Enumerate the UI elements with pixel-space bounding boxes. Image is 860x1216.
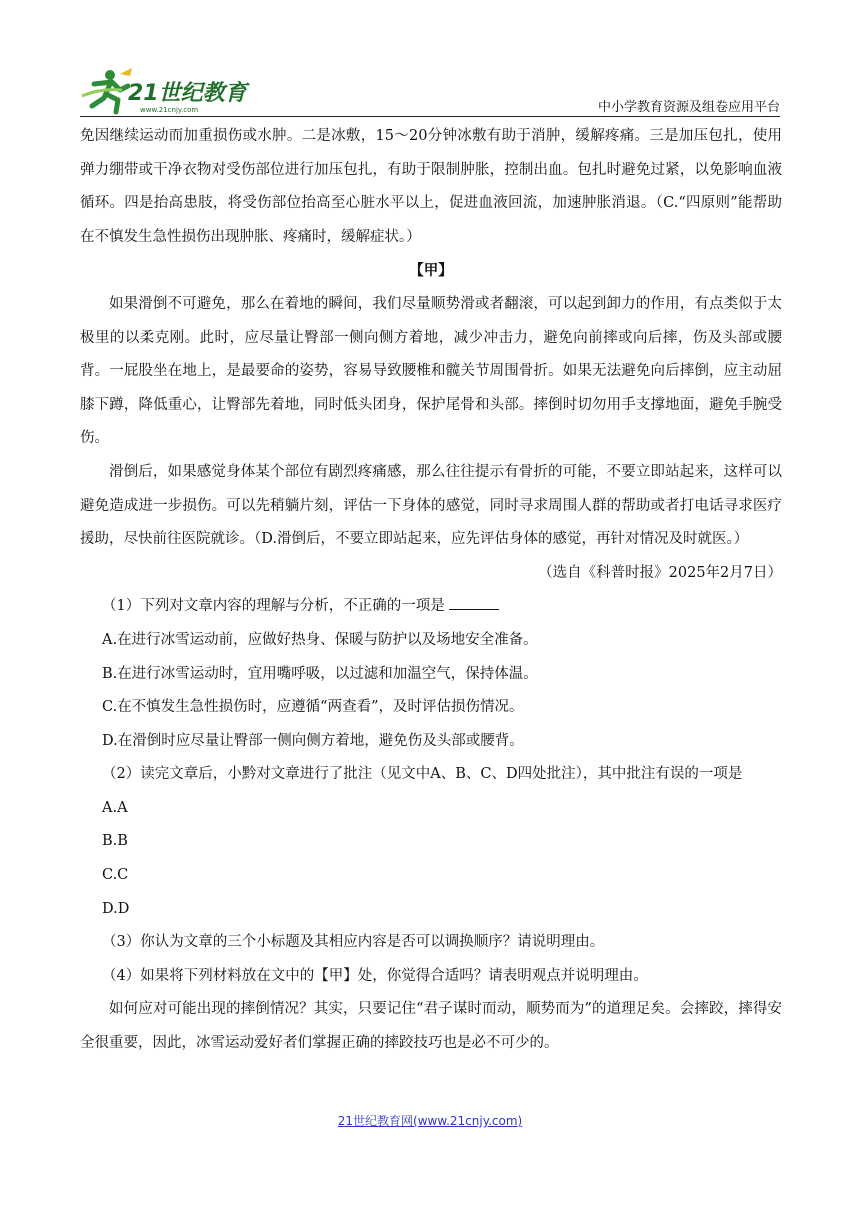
header-divider (80, 116, 780, 117)
page-header (80, 66, 780, 116)
logo-text: 21世纪教育 (128, 81, 247, 106)
paragraph-after-fall: 滑倒后，如果感觉身体某个部位有剧烈疼痛感，那么往往提示有骨折的可能，不要立即站起来，这样可以避免造成进一步损伤。可以先稍躺片刻，评估一下身体的感觉，同时寻求周围人群的帮助或者打电话寻求医疗援助，尽快前往医院就诊。（D.滑倒后，不要立即站起来，应先评估身体的感觉，再针对情况及时就医。） (80, 463, 782, 548)
q2-option-d[interactable]: D.D (102, 900, 130, 917)
q1-option-d[interactable]: D.在滑倒时应尽量让臀部一侧向侧方着地，避免伤及头部或腰背。 (102, 732, 524, 749)
material-paragraph: 如何应对可能出现的摔倒情况？其实，只要记住“君子谋时而动，顺势而为”的道理足矣。会摔跤，摔得安全很重要，因此，冰雪运动爱好者们掌握正确的摔跤技巧也是必不可少的。 (80, 1001, 782, 1052)
q2-option-b[interactable]: B.B (102, 833, 128, 850)
footer-link[interactable]: 21世纪教育网(www.21cnjy.com) (337, 1114, 523, 1128)
q2-option-c[interactable]: C.C (102, 867, 129, 884)
question-4: （4）如果将下列材料放在文中的【甲】处，你觉得合适吗？请表明观点并说明理由。 (102, 967, 648, 984)
logo (80, 66, 250, 116)
answer-blank[interactable] (449, 595, 499, 610)
runner-logo-icon (80, 66, 250, 116)
q1-option-b[interactable]: B.在进行冰雪运动时，宜用嘴呼吸，以过滤和加温空气，保持体温。 (102, 665, 538, 682)
section-heading-jia: 【甲】 (409, 262, 453, 280)
document-body (80, 120, 782, 1061)
question-2: （2）读完文章后，小黔对文章进行了批注（见文中A、B、C、D四处批注），其中批注有误的一项是 (102, 766, 743, 783)
q2-option-a[interactable]: A.A (102, 799, 128, 816)
q1-option-a[interactable]: A.在进行冰雪运动前，应做好热身、保暖与防护以及场地安全准备。 (102, 631, 538, 648)
paragraph-fall-technique: 如果滑倒不可避免，那么在着地的瞬间，我们尽量顺势滑或者翻滚，可以起到卸力的作用，有点类似于太极里的以柔克刚。此时，应尽量让臀部一侧向侧方着地，减少冲击力，避免向前摔或向后摔，伤及头部或腰背。一屁股坐在地上，是最要命的姿势，容易导致腰椎和髋关节周围骨折。如果无法避免向后摔倒，应主动屈膝下蹲，降低重心，让臀部先着地，同时低头团身，保护尾骨和头部。摔倒时切勿用手支撑地面，避免手腕受伤。 (80, 295, 782, 447)
question-1 (80, 590, 782, 624)
question-3: （3）你认为文章的三个小标题及其相应内容是否可以调换顺序？请说明理由。 (102, 934, 605, 951)
paragraph-first-aid: 免因继续运动而加重损伤或水肿。二是冰敷，15～20分钟冰敷有助于消肿，缓解疼痛。三是加压包扎，使用弹力绷带或干净衣物对受伤部位进行加压包扎，有助于限制肿胀，控制出血。包扎时避免过紧，以免影响血液循环。四是抬高患肢，将受伤部位抬高至心脏水平以上，促进血液回流，加速肿胀消退。（C.“四原则”能帮助在不慎发生急性损伤出现肿胀、疼痛时，缓解症状。） (80, 128, 782, 245)
source-citation: （选自《科普时报》2025年2月7日） (538, 564, 782, 581)
q1-option-c[interactable]: C.在不慎发生急性损伤时，应遵循“两查看”，及时评估损伤情况。 (102, 699, 524, 716)
platform-name: 中小学教育资源及组卷应用平台 (597, 100, 780, 115)
logo-url: www.21cnjy.com (140, 106, 199, 114)
question-1-text: （1）下列对文章内容的理解与分析，不正确的一项是 (102, 598, 445, 615)
